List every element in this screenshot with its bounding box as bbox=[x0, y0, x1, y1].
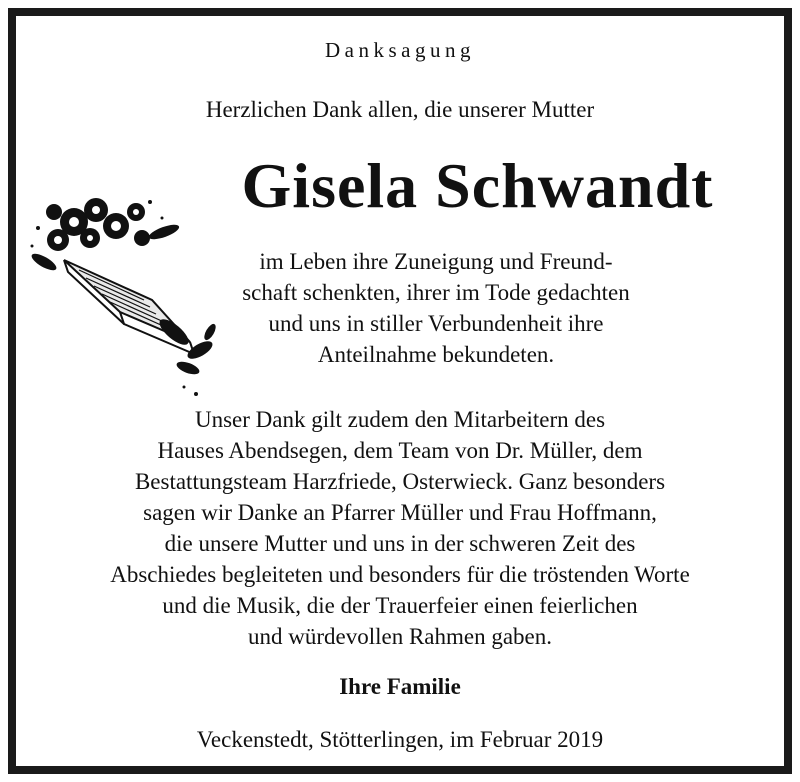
intro-line: Herzlichen Dank allen, die unserer Mutter bbox=[205, 97, 595, 122]
thanks-paragraph-2: Unser Dank gilt zudem den Mitarbeitern des Hauses Abendsegen, dem Team von Dr. Müller, dem Bestattungsteam Harzfriede, Osterwieck. Ganz besonders sagen wir Danke an Pfarrer Müller und Frau Hoffmann, die unsere Mutter und uns in der schweren Zeit des Abschiedes begleiteten und besonders für die tröstenden Worte und die Musik, die der Trauerfeier einen feierlichen und würdevollen Rahmen gaben. bbox=[110, 407, 690, 649]
obituary-notice bbox=[8, 8, 792, 774]
notice-heading: Danksagung bbox=[325, 38, 475, 62]
thanks-paragraph-1: im Leben ihre Zuneigung und Freund- schaft schenkten, ihrer im Tode gedachten und uns in stiller Verbundenheit ihre Anteilnahme bekundeten. bbox=[242, 249, 630, 367]
deceased-name: Gisela Schwandt bbox=[241, 150, 714, 221]
flower-bouquet-on-book-icon bbox=[24, 182, 219, 404]
signature: Ihre Familie bbox=[339, 674, 461, 699]
place-and-date: Veckenstedt, Stötterlingen, im Februar 2019 bbox=[196, 727, 604, 752]
